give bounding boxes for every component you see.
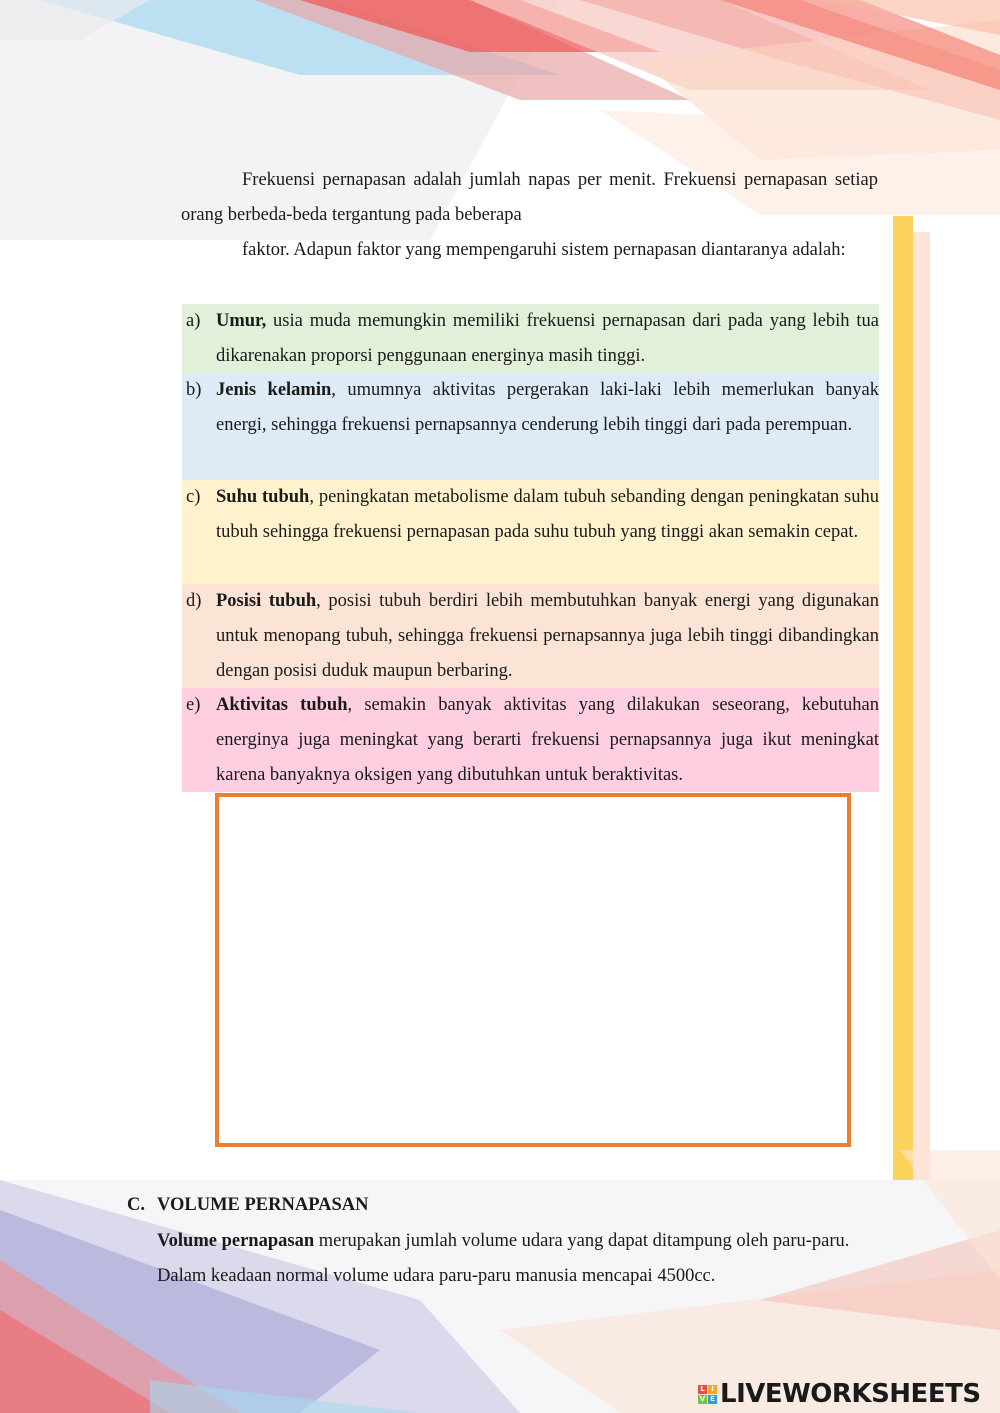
factor-text: , semakin banyak aktivitas yang dilakukan seseorang, kebutuhan energinya juga meningkat yang berarti frekuensi pernapsannya juga ikut meningkat karena banyaknya oksigen yang dibutuhkan untuk beraktivitas. bbox=[216, 695, 879, 785]
list-marker: e) bbox=[186, 695, 201, 715]
factor-term: Posisi tubuh bbox=[216, 591, 317, 611]
factor-item-body-activity bbox=[182, 688, 879, 792]
list-marker: c) bbox=[186, 487, 201, 507]
section-number: C. bbox=[127, 1195, 145, 1215]
logo-letter: I bbox=[708, 1385, 717, 1394]
list-marker: b) bbox=[186, 380, 202, 400]
section-text: merupakan jumlah volume udara yang dapat ditampung oleh paru-paru. Dalam keadaan normal volume udara paru-paru manusia mencapai 4500cc. bbox=[157, 1231, 850, 1286]
section-paragraph bbox=[157, 1224, 877, 1294]
factor-item-body-position bbox=[182, 584, 879, 688]
logo-letter: L bbox=[698, 1385, 707, 1394]
factor-term: Umur, bbox=[216, 311, 267, 331]
section-term: Volume pernapasan bbox=[157, 1231, 315, 1251]
factor-text: , posisi tubuh berdiri lebih membutuhkan banyak energi yang digunakan untuk menopang tubuh, sehingga frekuensi pernapsannya juga lebih tinggi dibandingkan dengan posisi duduk maupun berbaring. bbox=[216, 591, 879, 681]
list-marker: d) bbox=[186, 591, 202, 611]
factor-term: Aktivitas tubuh bbox=[216, 695, 348, 715]
answer-frame[interactable] bbox=[215, 793, 851, 1147]
logo-letter: V bbox=[699, 1394, 706, 1403]
section-heading bbox=[127, 1190, 369, 1220]
section-title: VOLUME PERNAPASAN bbox=[157, 1195, 369, 1215]
factor-item-age bbox=[182, 304, 879, 373]
factor-term: Jenis kelamin bbox=[216, 380, 332, 400]
side-accent-yellow bbox=[893, 216, 913, 1182]
liveworksheets-logo bbox=[698, 1378, 981, 1410]
factor-text: , peningkatan metabolisme dalam tubuh sebanding dengan peningkatan suhu tubuh sehingga frekuensi pernapasan pada suhu tubuh yang tinggi akan semakin cepat. bbox=[216, 487, 879, 542]
factor-text: usia muda memungkin memiliki frekuensi pernapasan dari pada yang lebih tua dikarenakan proporsi penggunaan energinya masih tinggi. bbox=[216, 311, 879, 366]
factor-text: , umumnya aktivitas pergerakan laki-laki lebih memerlukan banyak energi, sehingga frekuensi pernapsannya cenderung lebih tinggi dari pada perempuan. bbox=[216, 380, 879, 435]
list-marker: a) bbox=[186, 311, 201, 331]
logo-letter: E bbox=[708, 1395, 717, 1404]
liveworksheets-wordmark: LIVEWORKSHEETS bbox=[720, 1379, 981, 1409]
factor-item-body-temperature bbox=[182, 480, 879, 584]
intro-paragraph-2: faktor. Adapun faktor yang mempengaruhi sistem pernapasan diantaranya adalah: bbox=[242, 240, 846, 260]
factor-term: Suhu tubuh bbox=[216, 487, 310, 507]
intro-paragraph-1: Frekuensi pernapasan adalah jumlah napas per menit. Frekuensi pernapasan setiap orang berbeda-beda tergantung pada beberapa bbox=[181, 170, 878, 225]
liveworksheets-icon bbox=[698, 1385, 717, 1404]
factor-item-gender bbox=[182, 373, 879, 480]
